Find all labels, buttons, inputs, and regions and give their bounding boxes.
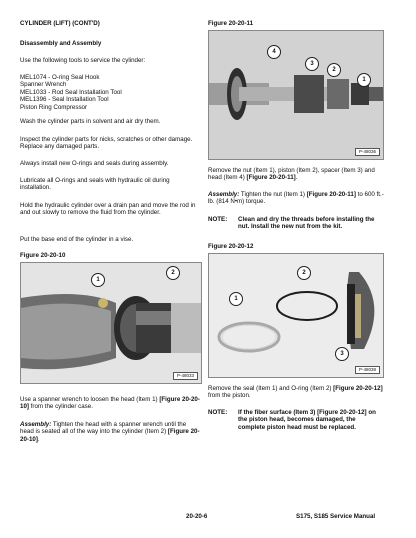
paragraph: Hold the hydraulic cylinder over a drain pan and move the rod in and out slowly to remove the fluid from the cylinder. bbox=[20, 202, 196, 217]
note-label: NOTE: bbox=[208, 409, 228, 416]
text: . bbox=[37, 435, 40, 443]
figure-20-20-12-photo bbox=[208, 253, 384, 378]
assembly-label: Assembly: bbox=[20, 421, 52, 428]
figure-20-20-10-photo bbox=[20, 262, 202, 384]
callout-marker: 1 bbox=[91, 273, 105, 287]
figure-reference: [Figure 20-20-11] bbox=[246, 174, 296, 182]
tool-item: Spanner Wrench bbox=[20, 81, 67, 89]
figure-code: P-48038 bbox=[355, 366, 380, 374]
page-number: 20-20-6 bbox=[186, 513, 208, 520]
tool-item: MEL1074 - O-ring Seal Hook bbox=[20, 74, 100, 81]
tool-item: MEL1396 - Seal Installation Tool bbox=[20, 96, 109, 104]
text: from the piston. bbox=[208, 392, 251, 400]
paragraph: Always install new O-rings and seals during assembly. bbox=[20, 160, 169, 167]
paragraph bbox=[208, 191, 384, 206]
callout-marker: 2 bbox=[166, 266, 180, 280]
callout-marker: 2 bbox=[327, 63, 341, 77]
note bbox=[208, 409, 384, 431]
callout-marker: 1 bbox=[357, 73, 371, 87]
text: Remove the nut (Item 1), piston (Item 2), spacer (Item 3) and head (Item 4) bbox=[208, 167, 375, 182]
note-text: Clean and dry the threads before installing the nut. Install the new nut from the kit. bbox=[238, 216, 375, 231]
paragraph bbox=[20, 396, 200, 411]
paragraph: Inspect the cylinder parts for nicks, scratches or other damage. Replace any damaged parts. bbox=[20, 136, 193, 151]
paragraph bbox=[208, 385, 384, 400]
figure-code: P-48036 bbox=[355, 148, 380, 156]
figure-reference: [Figure 20-20-11] bbox=[306, 191, 356, 198]
figure-reference: [Figure 20-20-10] bbox=[20, 428, 200, 443]
text: from the cylinder case. bbox=[28, 403, 93, 411]
text: Remove the seal (Item 1) and O-ring (Item 2) bbox=[208, 385, 334, 392]
text: Tighten the nut (Item 1) bbox=[239, 191, 307, 198]
figure-title: Figure 20-20-11 bbox=[208, 20, 254, 27]
text: Tighten the head with a spanner wrench until the head is seated all of the way into the cylinder (Item 2) bbox=[20, 421, 187, 436]
piston-assembly-illustration bbox=[209, 31, 383, 159]
note bbox=[208, 216, 384, 231]
callout-marker: 4 bbox=[267, 45, 281, 59]
manual-title: S175, S185 Service Manual bbox=[296, 513, 376, 520]
cylinder-head-illustration bbox=[21, 263, 201, 383]
figure-reference: [Figure 20-20-10] bbox=[20, 396, 200, 411]
subheading: Disassembly and Assembly bbox=[20, 40, 102, 47]
figure-code: P-48033 bbox=[173, 372, 198, 380]
figure-title: Figure 20-20-10 bbox=[20, 252, 66, 259]
paragraph: Put the base end of the cylinder in a vise. bbox=[20, 236, 134, 243]
tools-intro: Use the following tools to service the cylinder: bbox=[20, 57, 146, 64]
paragraph: Wash the cylinder parts in solvent and air dry them. bbox=[20, 118, 161, 125]
section-heading: CYLINDER (LIFT) (CONT'D) bbox=[20, 20, 100, 27]
paragraph: Lubricate all O-rings and seals with hydraulic oil during installation. bbox=[20, 177, 170, 192]
tool-item: MEL1033 - Rod Seal Installation Tool bbox=[20, 88, 122, 96]
assembly-label: Assembly: bbox=[208, 191, 240, 198]
paragraph bbox=[208, 167, 384, 182]
callout-marker: 2 bbox=[297, 266, 311, 280]
piston-seals-illustration bbox=[209, 254, 383, 377]
paragraph bbox=[20, 421, 200, 443]
figure-20-20-11-photo bbox=[208, 30, 384, 160]
tool-list bbox=[20, 74, 122, 111]
text: Use a spanner wrench to loosen the head (Item 1) bbox=[20, 396, 160, 403]
callout-marker: 3 bbox=[305, 57, 319, 71]
note-label: NOTE: bbox=[208, 216, 228, 223]
text: . bbox=[295, 174, 298, 182]
note-text: If the fiber surface (Item 3) [Figure 20-20-12] on the piston head, becomes damaged, the complete piston head must be replaced. bbox=[238, 409, 376, 431]
callout-marker: 3 bbox=[335, 347, 349, 361]
figure-reference: [Figure 20-20-12] bbox=[333, 385, 383, 392]
figure-title: Figure 20-20-12 bbox=[208, 243, 254, 250]
text: to 600 ft.-lb. (814 N•m) torque. bbox=[208, 191, 384, 206]
tool-item: Piston Ring Compressor bbox=[20, 103, 88, 111]
callout-marker: 1 bbox=[229, 292, 243, 306]
